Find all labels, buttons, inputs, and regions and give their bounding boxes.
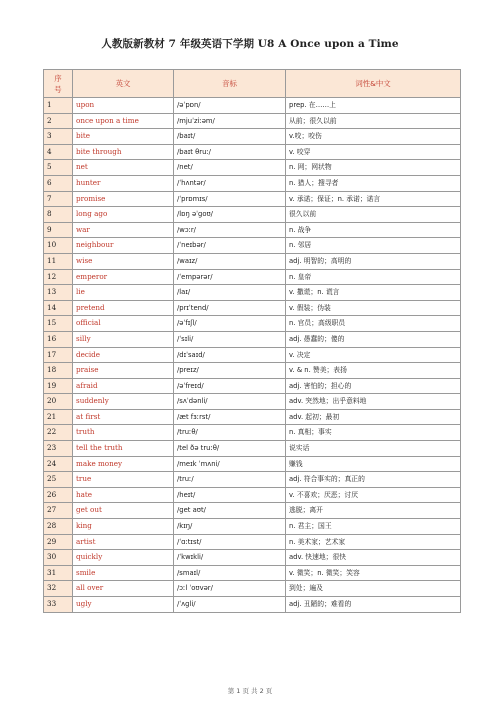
row-number: 12 bbox=[44, 269, 73, 285]
table-row bbox=[44, 378, 461, 394]
phonetic: /ˈʌɡli/ bbox=[174, 597, 286, 613]
english-word: net bbox=[73, 160, 174, 176]
row-number: 18 bbox=[44, 363, 73, 379]
phonetic: /mjuˈziːəm/ bbox=[174, 113, 286, 129]
english-word: upon bbox=[73, 98, 174, 114]
row-number: 11 bbox=[44, 253, 73, 269]
meaning: n. 真相；事实 bbox=[286, 425, 461, 441]
meaning: adj. 丑陋的；难看的 bbox=[286, 597, 461, 613]
header-english: 英文 bbox=[73, 70, 174, 98]
meaning: 到处；遍及 bbox=[286, 581, 461, 597]
phonetic: /ɡet aʊt/ bbox=[174, 503, 286, 519]
page-footer: 第 1 页 共 2 页 bbox=[227, 687, 273, 695]
phonetic: /preɪz/ bbox=[174, 363, 286, 379]
table-row bbox=[44, 285, 461, 301]
table-row bbox=[44, 394, 461, 410]
english-word: silly bbox=[73, 331, 174, 347]
meaning: adj. 害怕的；担心的 bbox=[286, 378, 461, 394]
table-row bbox=[44, 534, 461, 550]
english-word: artist bbox=[73, 534, 174, 550]
table-row bbox=[44, 144, 461, 160]
table-row bbox=[44, 456, 461, 472]
header-meaning: 词性&中文 bbox=[286, 70, 461, 98]
table-row bbox=[44, 191, 461, 207]
table-row bbox=[44, 425, 461, 441]
table-header-row bbox=[44, 70, 461, 98]
table-row bbox=[44, 331, 461, 347]
phonetic: /smaɪl/ bbox=[174, 565, 286, 581]
row-number: 26 bbox=[44, 487, 73, 503]
phonetic: /əˈfɪʃl/ bbox=[174, 316, 286, 332]
english-word: once upon a time bbox=[73, 113, 174, 129]
table-row bbox=[44, 597, 461, 613]
english-word: pretend bbox=[73, 300, 174, 316]
table-row bbox=[44, 363, 461, 379]
header-num: 序 号 bbox=[44, 70, 73, 98]
row-number: 6 bbox=[44, 175, 73, 191]
phonetic: /baɪt/ bbox=[174, 129, 286, 145]
phonetic: /meɪk ˈmʌni/ bbox=[174, 456, 286, 472]
english-word: promise bbox=[73, 191, 174, 207]
row-number: 32 bbox=[44, 581, 73, 597]
row-number: 3 bbox=[44, 129, 73, 145]
meaning: v. 撒谎；n. 谎言 bbox=[286, 285, 461, 301]
english-word: all over bbox=[73, 581, 174, 597]
phonetic: /əˈfreɪd/ bbox=[174, 378, 286, 394]
meaning: 赚钱 bbox=[286, 456, 461, 472]
row-number: 25 bbox=[44, 472, 73, 488]
meaning: adv. 突然地；出乎意料地 bbox=[286, 394, 461, 410]
english-word: king bbox=[73, 519, 174, 535]
phonetic: /ˈprɒmɪs/ bbox=[174, 191, 286, 207]
row-number: 27 bbox=[44, 503, 73, 519]
english-word: smile bbox=[73, 565, 174, 581]
meaning: v. & n. 赞美；表扬 bbox=[286, 363, 461, 379]
meaning: n. 战争 bbox=[286, 222, 461, 238]
table-row bbox=[44, 222, 461, 238]
english-word: official bbox=[73, 316, 174, 332]
meaning: v. 决定 bbox=[286, 347, 461, 363]
row-number: 33 bbox=[44, 597, 73, 613]
english-word: decide bbox=[73, 347, 174, 363]
phonetic: /truː/ bbox=[174, 472, 286, 488]
english-word: quickly bbox=[73, 550, 174, 566]
phonetic: /wɔːr/ bbox=[174, 222, 286, 238]
row-number: 2 bbox=[44, 113, 73, 129]
table-row bbox=[44, 238, 461, 254]
meaning: adv. 起初；最初 bbox=[286, 409, 461, 425]
page-title: 人教版新教材 7 年级英语下学期 U8 A Once upon a Time bbox=[101, 38, 399, 50]
header-phonetic: 音标 bbox=[174, 70, 286, 98]
english-word: true bbox=[73, 472, 174, 488]
row-number: 23 bbox=[44, 441, 73, 457]
row-number: 17 bbox=[44, 347, 73, 363]
phonetic: /truːθ/ bbox=[174, 425, 286, 441]
meaning: n. 网；网状物 bbox=[286, 160, 461, 176]
english-word: wise bbox=[73, 253, 174, 269]
row-number: 5 bbox=[44, 160, 73, 176]
phonetic: /sʌˈdənli/ bbox=[174, 394, 286, 410]
english-word: emperor bbox=[73, 269, 174, 285]
table-row bbox=[44, 409, 461, 425]
meaning: 说实话 bbox=[286, 441, 461, 457]
meaning: adj. 符合事实的；真正的 bbox=[286, 472, 461, 488]
row-number: 4 bbox=[44, 144, 73, 160]
english-word: lie bbox=[73, 285, 174, 301]
phonetic: /kɪŋ/ bbox=[174, 519, 286, 535]
table-body bbox=[44, 98, 461, 613]
meaning: prep. 在……上 bbox=[286, 98, 461, 114]
english-word: suddenly bbox=[73, 394, 174, 410]
row-number: 30 bbox=[44, 550, 73, 566]
phonetic: /net/ bbox=[174, 160, 286, 176]
row-number: 13 bbox=[44, 285, 73, 301]
table-row bbox=[44, 347, 461, 363]
meaning: v. 微笑；n. 微笑；笑容 bbox=[286, 565, 461, 581]
phonetic: /lɒŋ əˈɡoʊ/ bbox=[174, 207, 286, 223]
meaning: adj. 愚蠢的；傻的 bbox=[286, 331, 461, 347]
english-word: neighbour bbox=[73, 238, 174, 254]
english-word: war bbox=[73, 222, 174, 238]
meaning: adj. 明智的；高明的 bbox=[286, 253, 461, 269]
table-row bbox=[44, 253, 461, 269]
english-word: at first bbox=[73, 409, 174, 425]
meaning: v. 承诺；保证；n. 承诺；诺言 bbox=[286, 191, 461, 207]
row-number: 20 bbox=[44, 394, 73, 410]
english-word: long ago bbox=[73, 207, 174, 223]
meaning: 逃脱；离开 bbox=[286, 503, 461, 519]
english-word: ugly bbox=[73, 597, 174, 613]
english-word: afraid bbox=[73, 378, 174, 394]
phonetic: /ɔːl ˈoʊvər/ bbox=[174, 581, 286, 597]
english-word: get out bbox=[73, 503, 174, 519]
table-row bbox=[44, 565, 461, 581]
meaning: n. 皇帝 bbox=[286, 269, 461, 285]
row-number: 14 bbox=[44, 300, 73, 316]
row-number: 1 bbox=[44, 98, 73, 114]
english-word: hunter bbox=[73, 175, 174, 191]
phonetic: /ˈkwɪkli/ bbox=[174, 550, 286, 566]
meaning: v. 假装；伪装 bbox=[286, 300, 461, 316]
meaning: v. 咬穿 bbox=[286, 144, 461, 160]
meaning: 很久以前 bbox=[286, 207, 461, 223]
meaning: n. 官员；高级职员 bbox=[286, 316, 461, 332]
phonetic: /heɪt/ bbox=[174, 487, 286, 503]
row-number: 31 bbox=[44, 565, 73, 581]
row-number: 10 bbox=[44, 238, 73, 254]
english-word: bite bbox=[73, 129, 174, 145]
phonetic: /ˈɑːtɪst/ bbox=[174, 534, 286, 550]
meaning: n. 君主；国王 bbox=[286, 519, 461, 535]
english-word: truth bbox=[73, 425, 174, 441]
phonetic: /ˈsɪli/ bbox=[174, 331, 286, 347]
table-row bbox=[44, 300, 461, 316]
phonetic: /baɪt θruː/ bbox=[174, 144, 286, 160]
english-word: bite through bbox=[73, 144, 174, 160]
phonetic: /æt fɜːrst/ bbox=[174, 409, 286, 425]
row-number: 16 bbox=[44, 331, 73, 347]
row-number: 29 bbox=[44, 534, 73, 550]
table-row bbox=[44, 581, 461, 597]
english-word: tell the truth bbox=[73, 441, 174, 457]
table-row bbox=[44, 207, 461, 223]
phonetic: /ˈhʌntər/ bbox=[174, 175, 286, 191]
meaning: n. 猎人；搜寻者 bbox=[286, 175, 461, 191]
table-row bbox=[44, 98, 461, 114]
table-row bbox=[44, 472, 461, 488]
phonetic: /ˈneɪbər/ bbox=[174, 238, 286, 254]
row-number: 8 bbox=[44, 207, 73, 223]
english-word: praise bbox=[73, 363, 174, 379]
meaning: n. 邻居 bbox=[286, 238, 461, 254]
phonetic: /dɪˈsaɪd/ bbox=[174, 347, 286, 363]
phonetic: /ˈempərər/ bbox=[174, 269, 286, 285]
vocab-table bbox=[43, 69, 461, 613]
row-number: 19 bbox=[44, 378, 73, 394]
table-row bbox=[44, 269, 461, 285]
english-word: make money bbox=[73, 456, 174, 472]
row-number: 22 bbox=[44, 425, 73, 441]
meaning: n. 美术家；艺术家 bbox=[286, 534, 461, 550]
table-row bbox=[44, 503, 461, 519]
row-number: 7 bbox=[44, 191, 73, 207]
row-number: 9 bbox=[44, 222, 73, 238]
phonetic: /waɪz/ bbox=[174, 253, 286, 269]
row-number: 28 bbox=[44, 519, 73, 535]
phonetic: /prɪˈtend/ bbox=[174, 300, 286, 316]
table-row bbox=[44, 113, 461, 129]
table-row bbox=[44, 441, 461, 457]
row-number: 15 bbox=[44, 316, 73, 332]
phonetic: /laɪ/ bbox=[174, 285, 286, 301]
table-row bbox=[44, 550, 461, 566]
table-row bbox=[44, 316, 461, 332]
table-row bbox=[44, 519, 461, 535]
meaning: v.咬；咬伤 bbox=[286, 129, 461, 145]
phonetic: /tel ðə truːθ/ bbox=[174, 441, 286, 457]
row-number: 24 bbox=[44, 456, 73, 472]
meaning: 从前；很久以前 bbox=[286, 113, 461, 129]
table-row bbox=[44, 129, 461, 145]
phonetic: /əˈpɒn/ bbox=[174, 98, 286, 114]
english-word: hate bbox=[73, 487, 174, 503]
table-row bbox=[44, 175, 461, 191]
table-row bbox=[44, 487, 461, 503]
table-row bbox=[44, 160, 461, 176]
meaning: v. 不喜欢；厌恶；讨厌 bbox=[286, 487, 461, 503]
row-number: 21 bbox=[44, 409, 73, 425]
meaning: adv. 快速地；很快 bbox=[286, 550, 461, 566]
